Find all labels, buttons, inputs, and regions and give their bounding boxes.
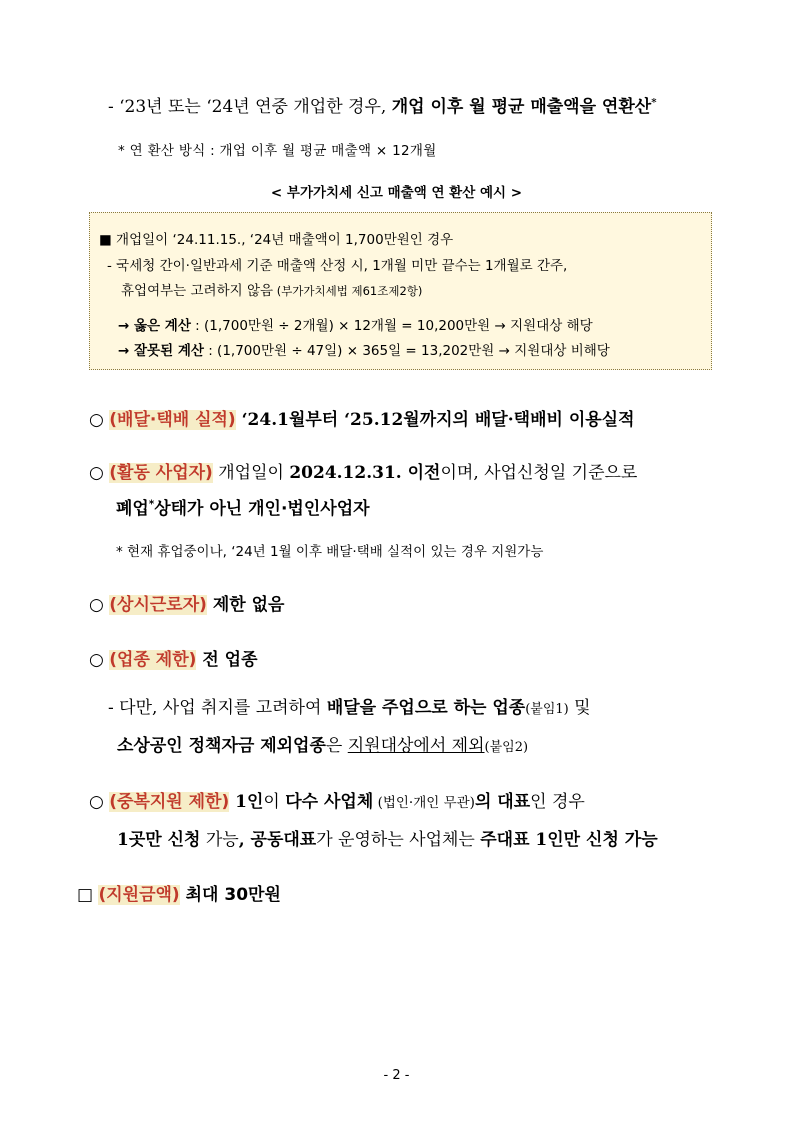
active-date: 2024.12.31. 이전 xyxy=(289,463,441,483)
workers-label: (상시근로자) xyxy=(109,595,207,615)
example-title: < 부가가치세 신고 매출액 연 환산 예시 > xyxy=(270,185,523,201)
industry-excluded-underline: 지원대상에서 제외 xyxy=(347,736,485,756)
example-sub1: - 국세청 간이·일반과세 기준 매출액 산정 시, 1개월 미만 끝수는 1개월로 간주, xyxy=(107,258,568,274)
duplicate-label: (중복지원 제한) xyxy=(109,792,230,812)
annual-conversion-note: * 연 환산 방식 : 개업 이후 월 평균 매출액 × 12개월 xyxy=(118,143,437,159)
square-bullet-icon: □ xyxy=(77,885,94,905)
page-number: - 2 - xyxy=(383,1068,410,1083)
dup-case: 인 경우 xyxy=(530,792,585,812)
duplicate-section xyxy=(89,787,585,812)
delivery-text: ‘24.1월부터 ‘25.12월까지의 배달·택배비 이용실적 xyxy=(235,410,635,430)
active-text1: 개업일이 xyxy=(212,463,290,483)
circle-bullet-icon: ○ xyxy=(89,792,104,812)
circle-bullet-icon: ○ xyxy=(89,410,104,430)
dup-possible: 가능 xyxy=(200,830,239,850)
correct-formula: : (1,700만원 ÷ 2개월) × 12개월 = 10,200만원 → 지원대상 해당 xyxy=(190,318,593,334)
workers-section xyxy=(89,590,284,615)
industry-and: 및 xyxy=(568,698,591,718)
active-closure: 폐업 xyxy=(116,499,149,519)
amount-label: (지원금액) xyxy=(98,885,180,905)
active-line2-text: 상태가 아닌 개인·법인사업자 xyxy=(154,499,370,519)
wrong-label: 잘못된 계산 xyxy=(134,343,204,359)
dup-particle1: 이 xyxy=(263,792,286,812)
amount-text: 최대 30만원 xyxy=(179,885,281,905)
industry-detail-line1 xyxy=(108,693,591,718)
arrow-icon: → xyxy=(118,318,135,334)
dup-one-person: 1인 xyxy=(229,792,264,812)
industry-delivery-bold: 배달을 주업으로 하는 업종 xyxy=(326,698,526,718)
arrow-icon: → xyxy=(118,343,135,359)
active-closure-mark: * xyxy=(148,499,155,511)
circle-bullet-icon: ○ xyxy=(89,463,104,483)
active-note: * 현재 휴업중이나, ‘24년 1월 이후 배달·택배 실적이 있는 경우 지원가능 xyxy=(116,544,544,560)
dup-representative: 의 대표 xyxy=(474,792,531,812)
duplicate-line2 xyxy=(117,825,658,850)
wrong-formula: : (1,700만원 ÷ 47일) × 365일 = 13,202만원 → 지원대상 비해당 xyxy=(203,343,610,359)
dup-main-rep: 주대표 1인만 신청 가능 xyxy=(480,830,658,850)
dup-comma: , xyxy=(238,830,251,850)
dup-one-place: 1곳만 신청 xyxy=(117,830,201,850)
example-sub2 xyxy=(121,279,422,299)
industry-detail-line2 xyxy=(117,731,528,756)
active-section xyxy=(89,458,637,483)
example-sub2-law: (부가가치세법 제61조제2항) xyxy=(273,284,423,298)
annual-conversion-line xyxy=(108,92,657,117)
workers-text: 제한 없음 xyxy=(206,595,285,615)
circle-bullet-icon: ○ xyxy=(89,650,104,670)
industry-particle: 은 xyxy=(325,736,348,756)
active-text2: 이며, 사업신청일 기준으로 xyxy=(440,463,638,483)
industry-text: 전 업종 xyxy=(196,650,258,670)
dup-operated: 가 운영하는 사업체는 xyxy=(316,830,481,850)
annual-conversion-bold: 개업 이후 월 평균 매출액을 연환산 xyxy=(391,97,652,117)
dup-note: (법인·개인 무관) xyxy=(373,795,475,811)
amount-section xyxy=(77,880,281,905)
annual-conversion-mark: * xyxy=(651,96,657,109)
dup-joint-rep: 공동대표 xyxy=(250,830,317,850)
industry-detail-prefix: - 다만, 사업 취지를 고려하여 xyxy=(108,698,327,718)
correct-label: 옳은 계산 xyxy=(134,318,191,334)
example-item: ■ 개업일이 ‘24.11.15., ‘24년 매출액이 1,700만원인 경우 xyxy=(99,232,454,248)
attachment1: (붙임1) xyxy=(525,702,569,717)
industry-section xyxy=(89,645,258,670)
active-label: (활동 사업자) xyxy=(109,463,213,483)
circle-bullet-icon: ○ xyxy=(89,595,104,615)
industry-excluded-bold: 소상공인 정책자금 제외업종 xyxy=(117,736,326,756)
example-box xyxy=(89,212,712,370)
active-line2 xyxy=(116,494,370,519)
delivery-section xyxy=(89,405,635,430)
dup-multiple: 다수 사업체 xyxy=(285,792,374,812)
industry-label: (업종 제한) xyxy=(109,650,197,670)
delivery-label: (배달·택배 실적) xyxy=(109,410,236,430)
annual-conversion-prefix: - ‘23년 또는 ‘24년 연중 개업한 경우, xyxy=(108,97,392,117)
example-wrong xyxy=(118,339,610,359)
attachment2: (붙임2) xyxy=(484,740,529,755)
example-correct xyxy=(118,314,593,334)
example-sub2-text: 휴업여부는 고려하지 않음 xyxy=(121,283,274,299)
